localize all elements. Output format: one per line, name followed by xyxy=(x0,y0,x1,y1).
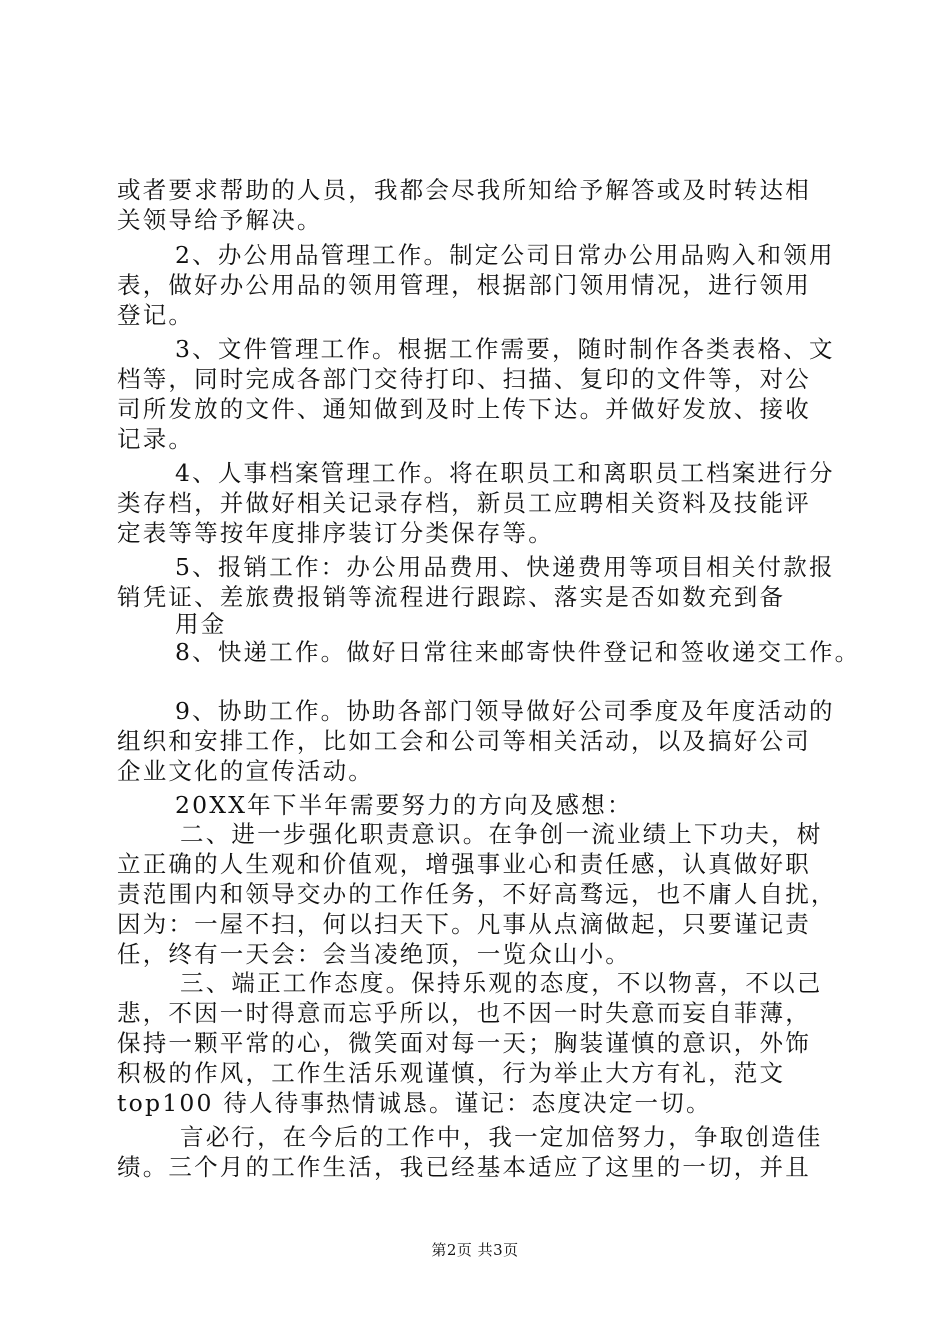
text-line: 4、人事档案管理工作。将在职员工和离职员工档案进行分 xyxy=(175,459,835,487)
text-line: 关领导给予解决。 xyxy=(117,206,323,234)
text-line: 3、文件管理工作。根据工作需要，随时制作各类表格、文 xyxy=(175,335,835,363)
text-line: 20XX年下半年需要努力的方向及感想： xyxy=(175,791,633,819)
text-line: 销凭证、差旅费报销等流程进行跟踪、落实是否如数充到备 xyxy=(117,583,786,611)
text-line: 因为：一屋不扫，何以扫天下。凡事从点滴做起，只要谨记责 xyxy=(117,910,811,938)
text-line: 三、端正工作态度。保持乐观的态度，不以物喜，不以己 xyxy=(180,969,823,997)
text-line: 责范围内和领导交办的工作任务，不好高骛远，也不庸人自扰， xyxy=(117,880,837,908)
text-line: 绩。三个月的工作生活，我已经基本适应了这里的一切，并且 xyxy=(117,1153,811,1181)
text-line: 用金 xyxy=(175,610,227,638)
text-line: 5、报销工作：办公用品费用、快递费用等项目相关付款报 xyxy=(175,553,835,581)
text-line: 或者要求帮助的人员，我都会尽我所知给予解答或及时转达相 xyxy=(117,176,811,204)
text-line: 任，终有一天会：会当凌绝顶，一览众山小。 xyxy=(117,940,631,968)
text-line: 登记。 xyxy=(117,301,195,329)
text-line: 档等，同时完成各部门交待打印、扫描、复印的文件等，对公 xyxy=(117,365,811,393)
page-number-footer: 第2页 共3页 xyxy=(431,1241,519,1259)
text-line: 悲，不因一时得意而忘乎所以，也不因一时失意而妄自菲薄， xyxy=(117,999,811,1027)
text-line: 司所发放的文件、通知做到及时上传下达。并做好发放、接收 xyxy=(117,395,811,423)
text-line: 言必行，在今后的工作中，我一定加倍努力，争取创造佳 xyxy=(180,1123,823,1151)
text-line: 记录。 xyxy=(117,425,195,453)
text-line: 立正确的人生观和价值观，增强事业心和责任感，认真做好职 xyxy=(117,850,811,878)
text-line: 积极的作风，工作生活乐观谨慎，行为举止大方有礼，范文 xyxy=(117,1059,786,1087)
text-line: 表，做好办公用品的领用管理，根据部门领用情况，进行领用 xyxy=(117,271,811,299)
text-line: 8、快递工作。做好日常往来邮寄快件登记和签收递交工作。 xyxy=(175,638,861,666)
text-line: 保持一颗平常的心，微笑面对每一天；胸装谨慎的意识，外饰 xyxy=(117,1029,811,1057)
text-line: 定表等等按年度排序装订分类保存等。 xyxy=(117,519,554,547)
text-line: 类存档，并做好相关记录存档，新员工应聘相关资料及技能评 xyxy=(117,489,811,517)
text-line: 2、办公用品管理工作。制定公司日常办公用品购入和领用 xyxy=(175,241,835,269)
text-line: 二、进一步强化职责意识。在争创一流业绩上下功夫，树 xyxy=(180,820,823,848)
text-line: 组织和安排工作，比如工会和公司等相关活动，以及搞好公司 xyxy=(117,727,811,755)
text-line: 9、协助工作。协助各部门领导做好公司季度及年度活动的 xyxy=(175,697,835,725)
text-line: top100 待人待事热情诚恳。谨记：态度决定一切。 xyxy=(117,1089,712,1117)
text-line: 企业文化的宣传活动。 xyxy=(117,757,374,785)
